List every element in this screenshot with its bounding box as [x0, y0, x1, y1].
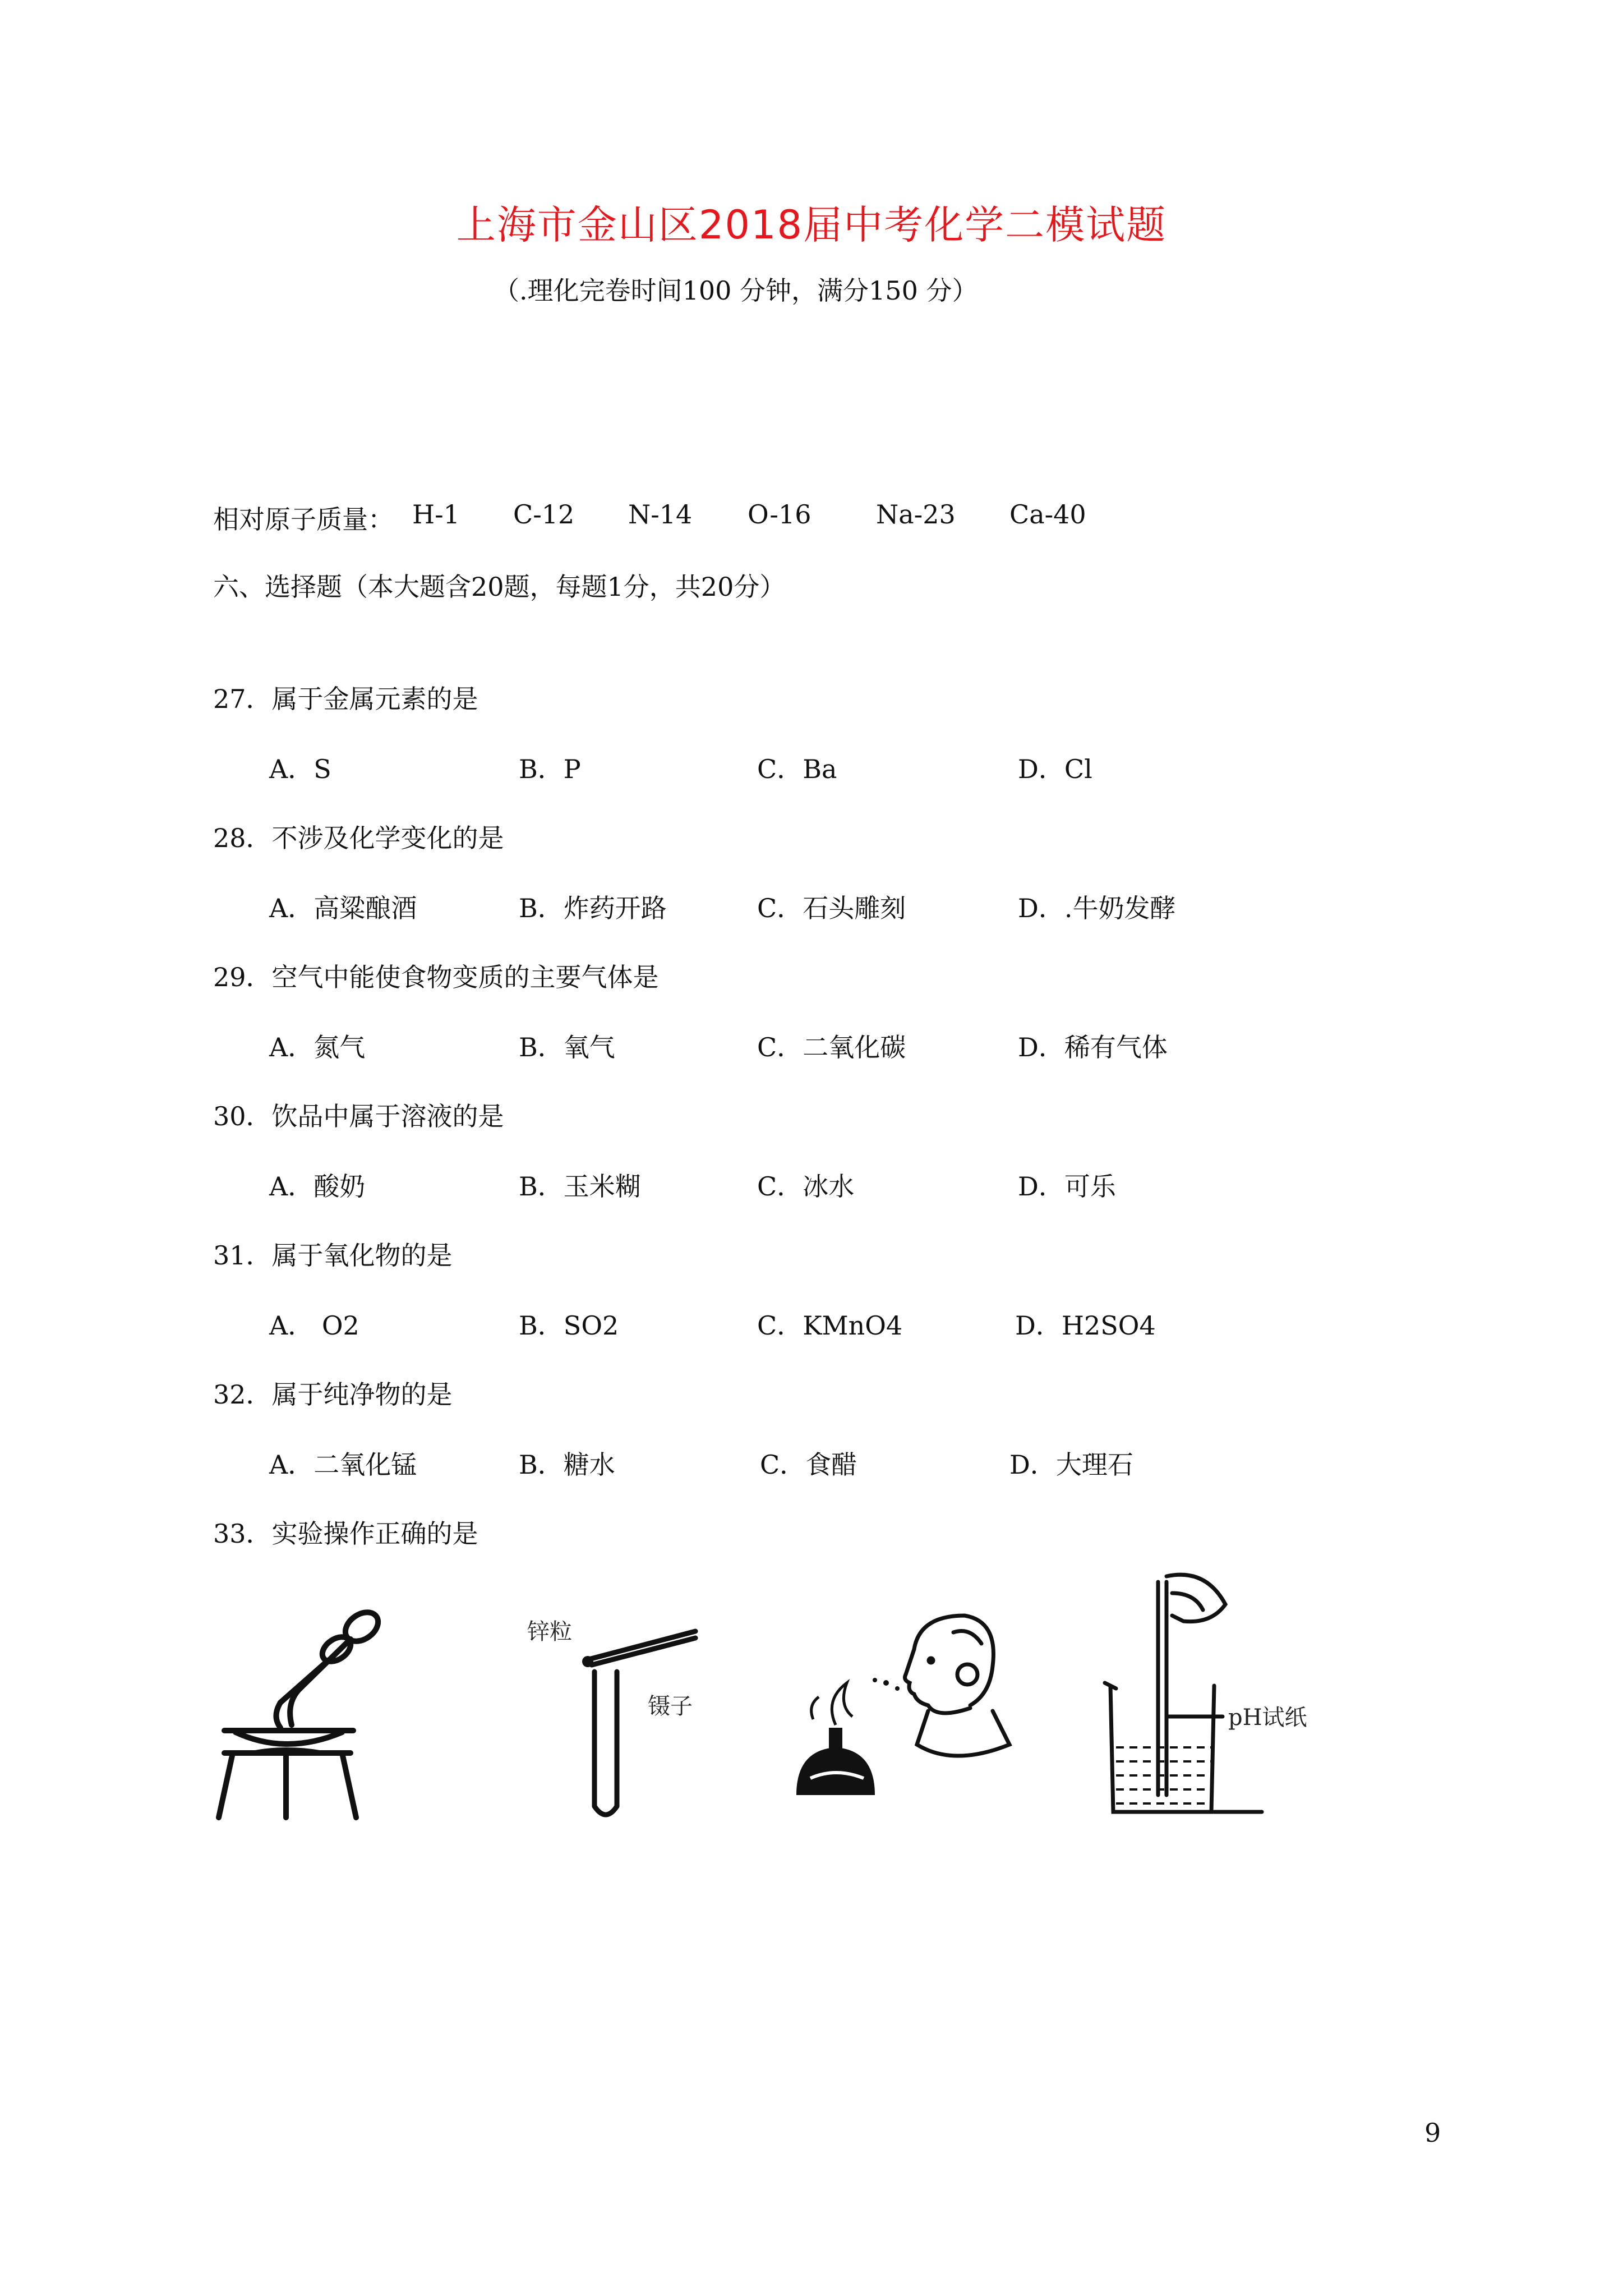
q28-option-c: C．石头雕刻 — [757, 893, 906, 923]
q32-option-b: B．糖水 — [519, 1450, 615, 1480]
page-number: 9 — [1424, 2118, 1441, 2148]
q32-option-c: C．食醋 — [760, 1450, 857, 1480]
q31-option-d: D．H2SO4 — [1015, 1310, 1156, 1341]
q29-option-d: D．稀有气体 — [1018, 1032, 1168, 1062]
q31-option-a: A． O2 — [269, 1310, 359, 1341]
q29-option-b: B．氧气 — [519, 1032, 615, 1062]
ph-paper-label: pH试纸 — [1228, 1705, 1307, 1731]
question-27-stem: 27．属于金属元素的是 — [213, 684, 478, 714]
atomic-mass-h: H-1 — [412, 499, 460, 530]
figure-a-crucible-tongs — [202, 1604, 393, 1823]
exam-subtitle: （.理化完卷时间100 分钟，满分150 分） — [494, 275, 978, 306]
q27-option-b: B．P — [519, 754, 581, 784]
exam-title: 上海市金山区2018届中考化学二模试题 — [456, 202, 1167, 248]
q30-option-d: D．可乐 — [1018, 1171, 1116, 1202]
q27-option-a: A．S — [269, 754, 331, 784]
atomic-mass-o: O-16 — [748, 499, 811, 530]
atomic-mass-label: 相对原子质量： — [213, 504, 394, 535]
q32-option-a: A．二氧化锰 — [269, 1450, 417, 1480]
atomic-mass-ca: Ca-40 — [1009, 499, 1086, 530]
question-28-stem: 28．不涉及化学变化的是 — [213, 823, 504, 853]
q31-option-b: B．SO2 — [519, 1310, 619, 1341]
q28-option-b: B．炸药开路 — [519, 893, 667, 923]
figure-c-blowing-lamp — [785, 1599, 1021, 1823]
atomic-mass-n: N-14 — [628, 499, 693, 530]
q30-option-c: C．冰水 — [757, 1171, 855, 1202]
q32-option-d: D．大理石 — [1009, 1450, 1133, 1480]
q29-option-a: A．氮气 — [269, 1032, 366, 1062]
q31-option-c: C．KMnO4 — [757, 1310, 903, 1341]
question-31-stem: 31．属于氧化物的是 — [213, 1240, 453, 1271]
q30-option-b: B．玉米糊 — [519, 1171, 641, 1202]
q27-option-c: C．Ba — [757, 754, 837, 784]
question-32-stem: 32．属于纯净物的是 — [213, 1379, 453, 1410]
atomic-mass-c: C-12 — [513, 499, 575, 530]
question-30-stem: 30．饮品中属于溶液的是 — [213, 1101, 504, 1131]
figure-b-zinc-test-tube — [527, 1616, 718, 1823]
tweezers-label: 镊子 — [648, 1694, 693, 1719]
q30-option-a: A．酸奶 — [269, 1171, 366, 1202]
q28-option-a: A．高粱酿酒 — [269, 893, 417, 923]
question-33-stem: 33．实验操作正确的是 — [213, 1519, 478, 1549]
section-heading: 六、选择题（本大题含20题，每题1分，共20分） — [213, 572, 786, 602]
q27-option-d: D．Cl — [1018, 754, 1092, 784]
atomic-mass-na: Na-23 — [876, 499, 956, 530]
q29-option-c: C．二氧化碳 — [757, 1032, 906, 1062]
figure-d-ph-paper-beaker — [1099, 1571, 1363, 1823]
question-29-stem: 29．空气中能使食物变质的主要气体是 — [213, 962, 659, 992]
zinc-granule-label: 锌粒 — [527, 1619, 572, 1645]
q28-option-d: D．.牛奶发酵 — [1018, 893, 1176, 923]
